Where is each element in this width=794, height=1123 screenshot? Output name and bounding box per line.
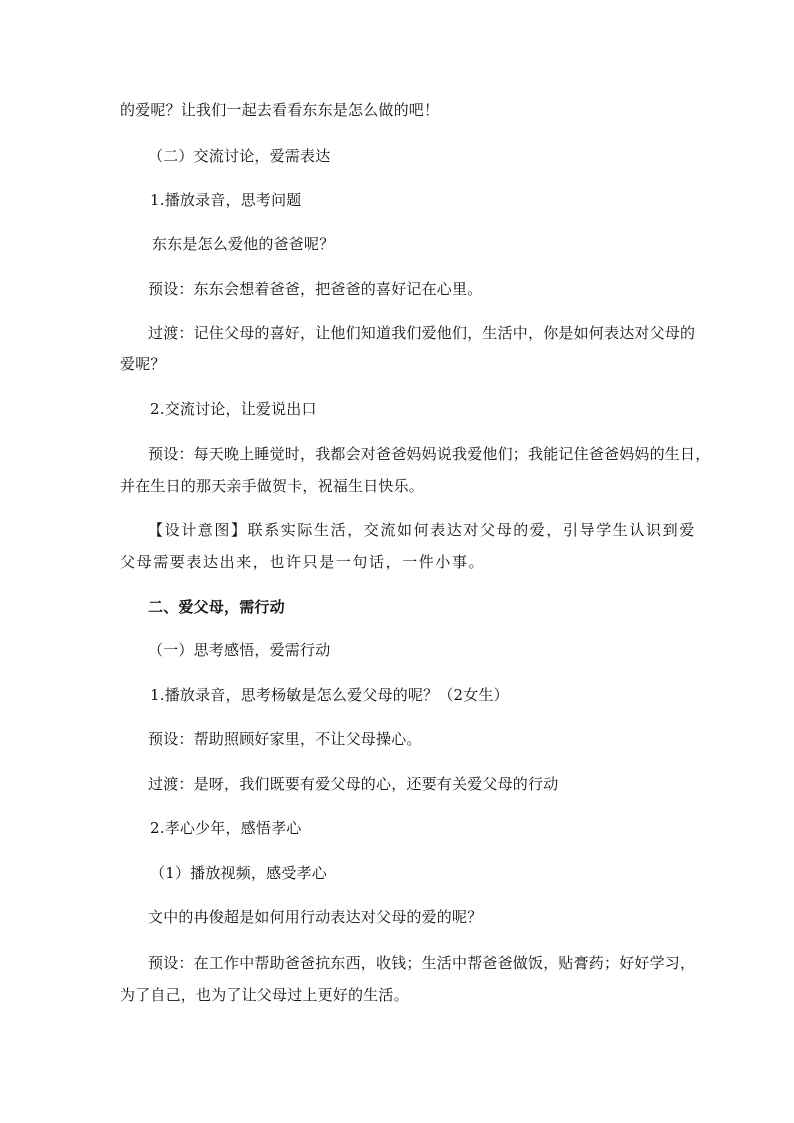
preset-line: 预设：每天晚上睡觉时，我都会对爸爸妈妈说我爱他们；我能记住爸爸妈妈的生日， <box>148 445 711 463</box>
subsection-heading: （二）交流讨论，爱需表达 <box>148 147 331 165</box>
transition-line-continued: 爱呢？ <box>120 355 166 373</box>
step-heading: 2.交流讨论，让爱说出口 <box>150 400 317 418</box>
preset-line: 预设：在工作中帮助爸爸抗东西，收钱；生活中帮爸爸做饭，贴膏药；好好学习， <box>148 954 696 972</box>
question-line: 东东是怎么爱他的爸爸呢？ <box>152 235 335 253</box>
step-heading: 1.播放录音，思考杨敏是怎么爱父母的呢？（2女生） <box>150 686 509 704</box>
preset-line-continued: 并在生日的那天亲手做贺卡，祝福生日快乐。 <box>120 477 425 495</box>
transition-line: 过渡：记住父母的喜好，让他们知道我们爱他们，生活中，你是如何表达对父母的 <box>148 324 696 342</box>
paragraph-line: 的爱呢？让我们一起去看看东东是怎么做的吧！ <box>120 101 440 119</box>
preset-line: 预设：东东会想着爸爸，把爸爸的喜好记在心里。 <box>148 280 483 298</box>
question-line: 文中的冉俊超是如何用行动表达对父母的爱的呢？ <box>148 908 483 926</box>
section-heading: 二、爱父母，需行动 <box>148 598 285 616</box>
design-intent-line: 【设计意图】联系实际生活，交流如何表达对父母的爱，引导学生认识到爱 <box>148 521 696 539</box>
step-heading: 1.播放录音，思考问题 <box>150 191 302 209</box>
transition-line: 过渡：是呀，我们既要有爱父母的心，还要有关爱父母的行动 <box>148 775 559 793</box>
design-intent-line-continued: 父母需要表达出来，也许只是一句话，一件小事。 <box>120 553 486 571</box>
step-heading: 2.孝心少年，感悟孝心 <box>150 819 302 837</box>
sub-step-heading: （1）播放视频，感受孝心 <box>150 864 327 882</box>
preset-line-continued: 为了自己，也为了让父母过上更好的生活。 <box>120 986 409 1004</box>
preset-line: 预设：帮助照顾好家里，不让父母操心。 <box>148 730 422 748</box>
subsection-heading: （一）思考感悟，爱需行动 <box>148 641 331 659</box>
